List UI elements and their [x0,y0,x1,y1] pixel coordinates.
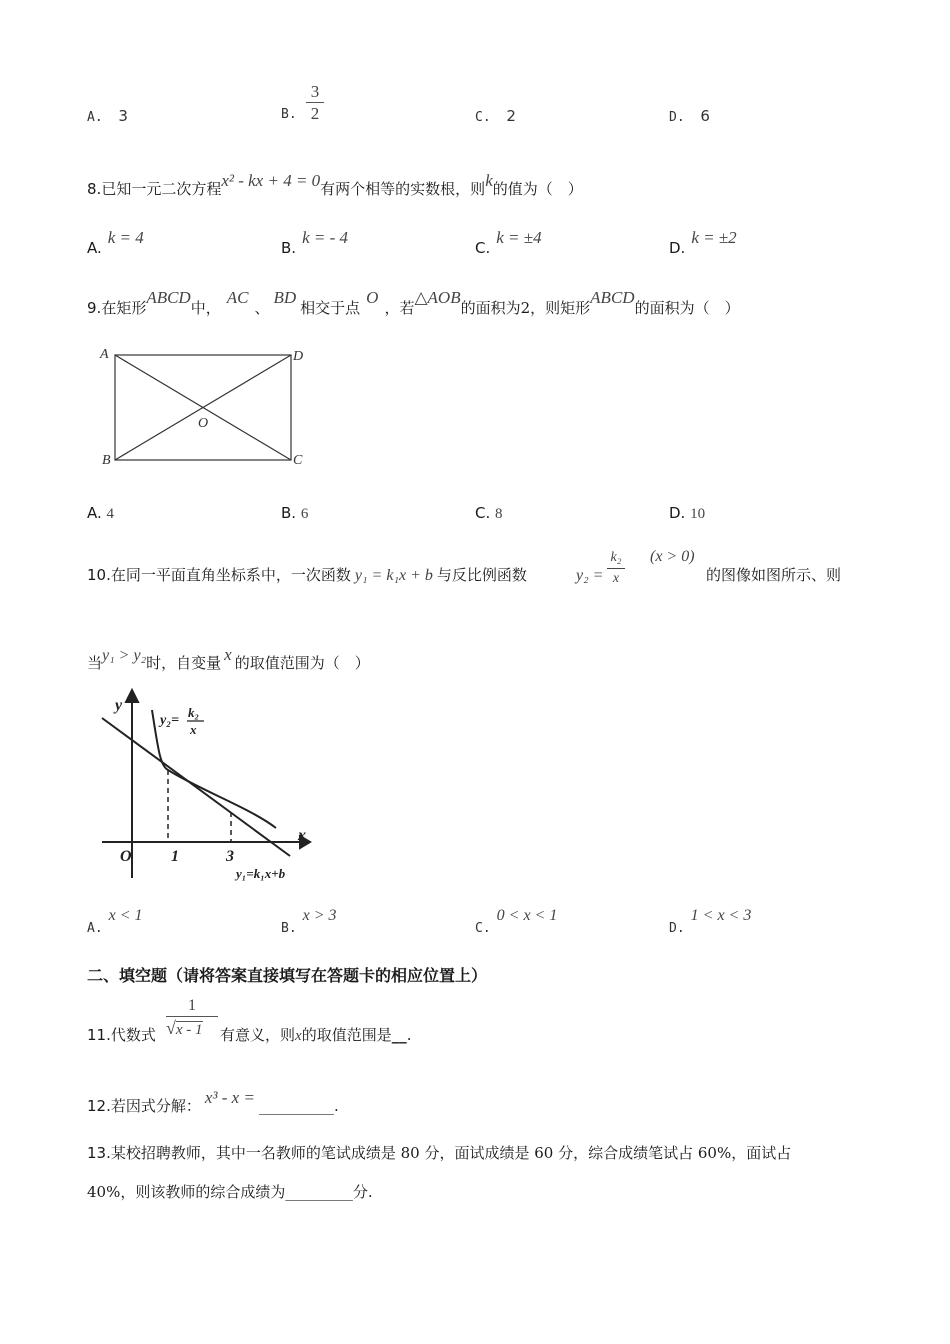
q8-option-c: C.k = ±4 [475,228,542,257]
q10-condition: (x > 0) [650,548,695,565]
q10-option-c: C.0 < x < 1 [475,907,558,936]
q7-option-b-fraction: 3 2 [306,82,324,125]
q9-option-c: C. 8 [475,504,503,522]
q11-stem-tail: 有意义，则x的取值范围是__. [220,1026,412,1044]
graph-tick-3: 3 [226,848,234,865]
label-b: B [102,453,111,468]
graph-x-label: x [298,827,306,844]
graph-origin-label: O [120,848,132,865]
q7-option-a: A. 3 [87,107,128,125]
graph-tick-1: 1 [171,848,179,865]
q10-option-d: D.1 < x < 3 [669,907,752,936]
linear-function-line [102,718,290,856]
q12-stem: 12.若因式分解： x³ - x = __________. [87,1088,339,1115]
y-axis-arrow [126,690,138,702]
q9-stem: 9.在矩形ABCD中，AC、BD相交于点O，若△AOB的面积为2，则矩形ABCD的面积为（ ） [87,288,740,317]
q13-answer-blank[interactable]: _________ [285,1183,353,1201]
q8-option-a: A.k = 4 [87,228,144,257]
label-a: A [100,347,109,362]
rectangle-figure [95,340,310,475]
function-graph [100,688,315,888]
q10-stem-line1: 10.在同一平面直角坐标系中，一次函数 y₁ = k₁x + b 与反比例函数 [87,566,527,584]
q12-answer-blank[interactable]: __________ [258,1097,334,1115]
q8-stem: 8.已知一元二次方程x² - kx + 4 = 0有两个相等的实数根，则k的值为（ ） [87,171,583,198]
q10-inverse-function: y₂ = $\frac{\text{k₂}}{x}$ [576,548,625,589]
q9-option-a: A. 4 [87,504,115,522]
graph-y2-label-den: x [190,722,197,737]
q13-line2: 40%，则该教师的综合成绩为_________分. [87,1183,373,1201]
q9-option-b: B. 6 [281,504,309,522]
section-title-fill-in: 二、填空题（请将答案直接填写在答题卡的相应位置上） [87,966,488,985]
q10-stem-tail: 的图像如图所示、则 [706,566,842,584]
graph-y-label: y [115,697,123,714]
q7-option-b: B. [281,107,297,122]
q10-option-b: B.x > 3 [281,907,337,936]
label-d: D [293,349,304,364]
label-o: O [198,416,209,431]
q11-stem: 11.代数式 [87,1026,156,1044]
q8-option-d: D.k = ±2 [669,228,737,257]
q7-option-c: C. 2 [475,107,516,125]
label-c: C [293,453,303,468]
q9-option-d: D. 10 [669,504,706,522]
graph-y2-label-lhs: y₂= [160,713,180,728]
q10-stem-line2: 当y₁ > y₂时，自变量 x 的取值范围为（ ） [87,645,370,672]
graph-y2-label-num: k₂ [188,705,200,720]
q10-option-a: A.x < 1 [87,907,143,936]
q8-option-b: B.k = - 4 [281,228,348,257]
q11-answer-blank[interactable]: __ [391,1026,407,1044]
q11-fraction: 1 √x - 1 [166,996,218,1041]
q7-option-d: D. 6 [669,107,710,125]
graph-y1-label: y₁=k₁x+b [236,866,286,881]
q13-line1: 13.某校招聘教师，其中一名教师的笔试成绩是 80 分，面试成绩是 60 分，综合成绩笔试占 60%，面试占 [87,1144,792,1162]
